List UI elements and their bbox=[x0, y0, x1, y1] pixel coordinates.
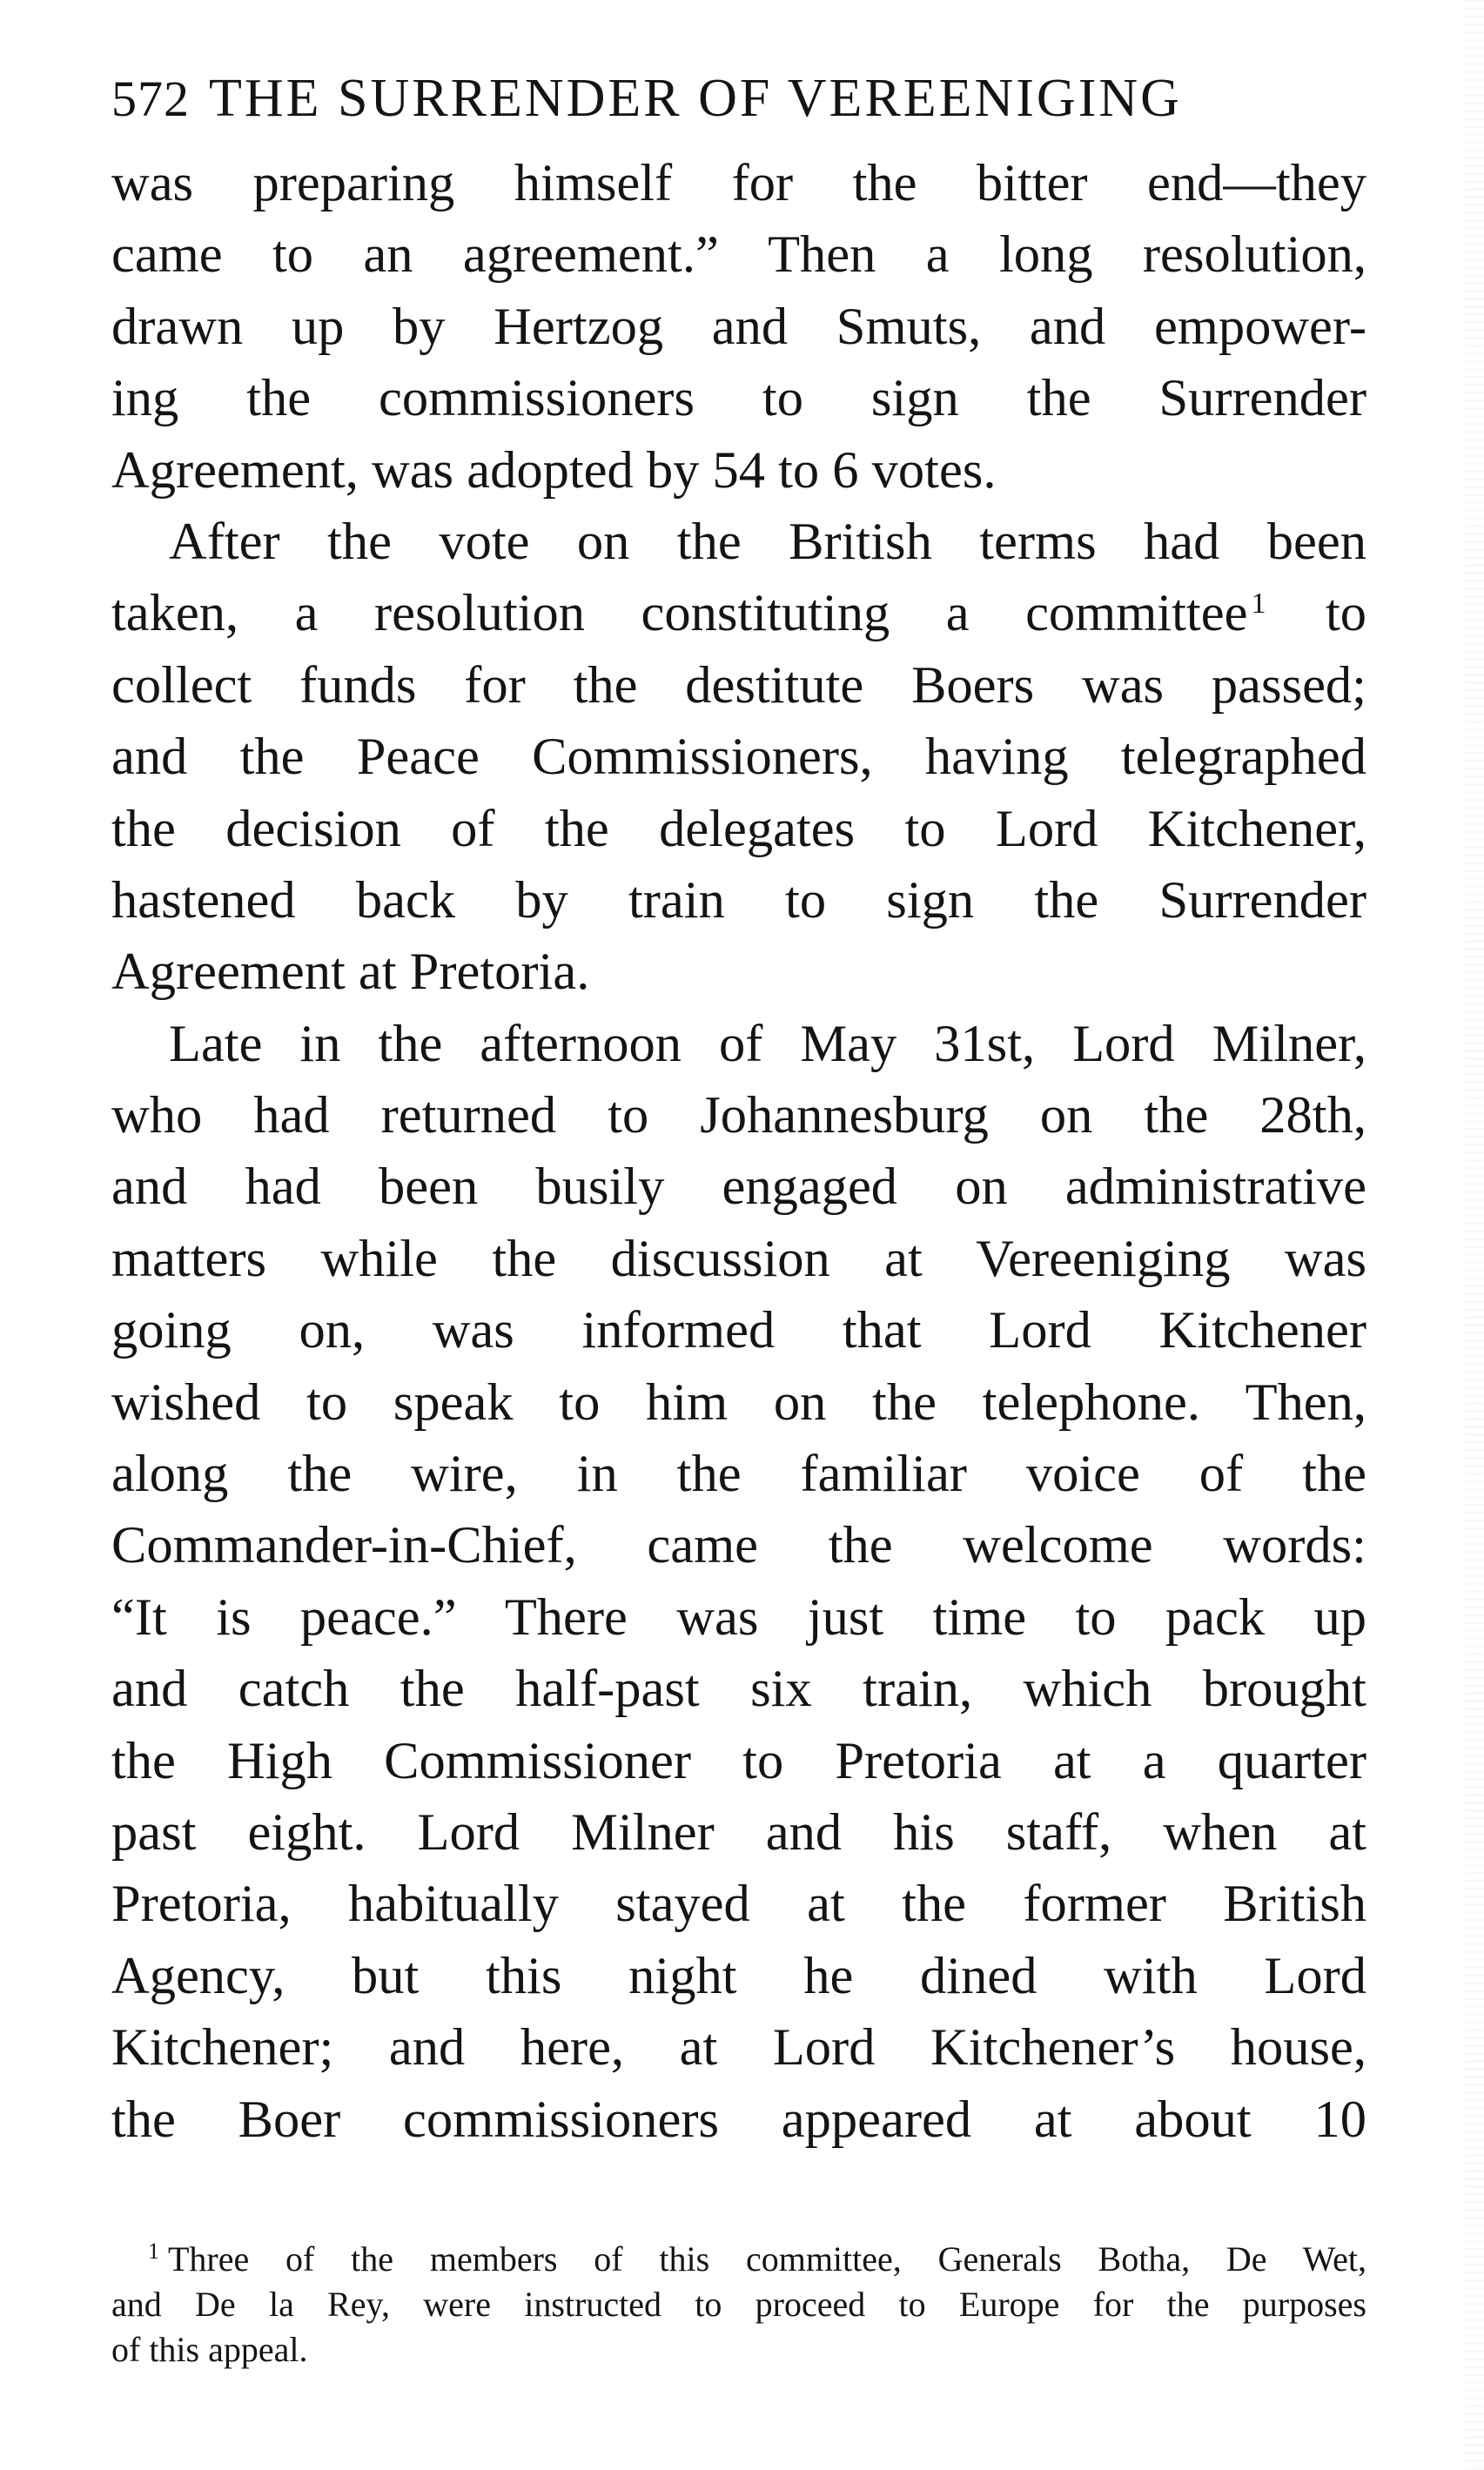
footnote-text: Three of the members of this committee, Generals Botha, De Wet, bbox=[168, 2239, 1366, 2279]
footnote-reference: 1 bbox=[1251, 587, 1266, 621]
body-text bbox=[111, 148, 1366, 2156]
line-text-end: to bbox=[1325, 584, 1367, 643]
running-title: THE SURRENDER OF VEREENIGING bbox=[209, 69, 1182, 128]
text-line: hastened back by train to sign the Surrender bbox=[111, 870, 1366, 930]
text-line: going on, was informed that Lord Kitchener bbox=[111, 1301, 1366, 1360]
text-line: who had returned to Johannesburg on the 28th, bbox=[111, 1086, 1366, 1145]
text-line: the Boer commissioners appeared at about 10 bbox=[111, 2090, 1366, 2149]
text-line: ing the commissioners to sign the Surrender bbox=[111, 369, 1366, 428]
footnote-line: and De la Rey, were instructed to proceed to Europe for the purposes bbox=[111, 2285, 1366, 2324]
text-line: Pretoria, habitually stayed at the former British bbox=[111, 1875, 1366, 1934]
scan-edge-speckle bbox=[1465, 0, 1484, 2470]
text-line: “It is peace.” There was just time to pack up bbox=[111, 1587, 1366, 1647]
text-line: Agency, but this night he dined with Lord bbox=[111, 1946, 1366, 2005]
text-line: came to an agreement.” Then a long resolution, bbox=[111, 225, 1366, 285]
text-line: collect funds for the destitute Boers was passed; bbox=[111, 655, 1366, 715]
text-line: Kitchener; and here, at Lord Kitchener’s house, bbox=[111, 2018, 1366, 2077]
text-line: matters while the discussion at Vereeniging was bbox=[111, 1229, 1366, 1288]
text-line: past eight. Lord Milner and his staff, when at bbox=[111, 1802, 1366, 1862]
footnote-line bbox=[111, 2237, 1366, 2282]
text-line: Agreement, was adopted by 54 to 6 votes. bbox=[111, 440, 997, 500]
text-line: Agreement at Pretoria. bbox=[111, 943, 590, 1002]
text-line: the decision of the delegates to Lord Kitchener, bbox=[111, 799, 1366, 858]
text-line: the High Commissioner to Pretoria at a quarter bbox=[111, 1731, 1366, 1790]
line-text: taken, a resolution constituting a committee bbox=[111, 584, 1248, 643]
text-line: and the Peace Commissioners, having telegraphed bbox=[111, 728, 1366, 787]
footnote-line: of this appeal. bbox=[111, 2330, 308, 2369]
text-line-with-footnote-ref bbox=[111, 578, 1366, 649]
text-line: After the vote on the British terms had been bbox=[169, 512, 1366, 571]
footnote bbox=[111, 2237, 1366, 2373]
book-page bbox=[111, 68, 1366, 2156]
text-line: and had been busily engaged on administrative bbox=[111, 1158, 1366, 1217]
text-line: was preparing himself for the bitter end—they bbox=[111, 154, 1366, 212]
text-line: drawn up by Hertzog and Smuts, and empower- bbox=[111, 297, 1366, 356]
running-head bbox=[111, 68, 1366, 146]
footnote-mark: 1 bbox=[148, 2238, 159, 2264]
text-line: Commander-in-Chief, came the welcome words: bbox=[111, 1516, 1366, 1575]
text-line: and catch the half-past six train, which brought bbox=[111, 1660, 1366, 1719]
text-line: wished to speak to him on the telephone. Then, bbox=[111, 1373, 1366, 1432]
text-line: along the wire, in the familiar voice of the bbox=[111, 1445, 1366, 1504]
text-line: Late in the afternoon of May 31st, Lord Milner, bbox=[169, 1014, 1366, 1073]
page-number: 572 bbox=[111, 70, 190, 127]
